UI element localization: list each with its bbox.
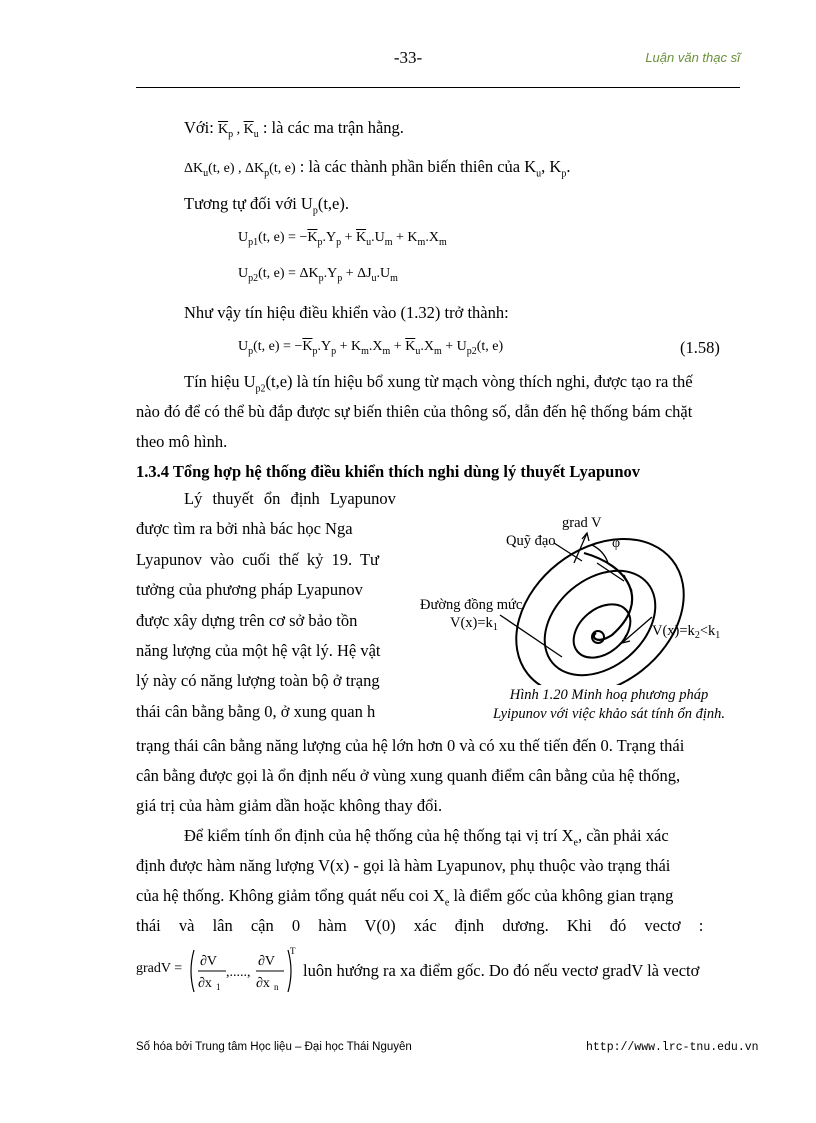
delta-line: $\Delta K_u(t$, e) , $\Delta K_p(t$, e) : là các thành phần biến thiên của $K_u$, $K_p$. — [184, 157, 571, 180]
equation-number: (1.58) — [680, 338, 720, 357]
label-duong-dong-muc: Đường đồng mức — [420, 597, 523, 613]
quydao-pointer — [554, 543, 582, 561]
page-number: -33- — [393, 48, 423, 67]
caption-line2: Lyipunov với việc khảo sát tính ổn định. — [492, 706, 725, 722]
left-col-line-1: được tìm ra bởi nhà bác học Nga — [136, 519, 353, 539]
left-col-line-5: năng lượng của một hệ vật lý. Hệ vật — [136, 640, 381, 660]
label-phi: φ — [612, 536, 621, 551]
para2-line3: giá trị của hàm giảm dần hoặc không thay đổi. — [136, 796, 443, 815]
svg-text:n: n — [274, 982, 279, 992]
svg-text:T: T — [290, 946, 296, 956]
section-heading: 1.3.4 Tổng hợp hệ thống điều khiển thích nghi dùng lý thuyết Lyapunov — [136, 462, 641, 481]
left-col-line-4: được xây dựng trên cơ sở bảo tồn — [136, 610, 358, 630]
label-quy-dao: Quỹ đạo — [506, 533, 556, 549]
left-col-line-3: tưởng của phương pháp Lyapunov — [136, 580, 363, 600]
para3-l1b: , cần phải xác — [577, 826, 669, 845]
label-vx-k2: $V(x)=k_2<k_1$ — [652, 623, 721, 641]
para1-line1: Tín hiệu $U_{p2}(t,e)$ là tín hiệu bổ xung từ mạch vòng thích nghi, được tạo ra thế — [184, 372, 693, 395]
para1-line2: nào đó để có thể bù đắp được sự biến thiên của thông số, dẫn đến hệ thống bám chặt — [136, 402, 693, 421]
tuong-tu-line: Tương tự đối với $U_p(t,e)$. — [184, 194, 349, 217]
label-vx-k1: $V(x)=k_1$ — [450, 615, 498, 633]
svg-text:∂V: ∂V — [258, 954, 276, 969]
nhu-vay-line: Như vậy tín hiệu điều khiển vào (1.32) trở thành: — [184, 303, 509, 322]
para1-line3: theo mô hình. — [136, 432, 228, 451]
voi-desc: : là các ma trận hằng. — [262, 118, 404, 137]
para2-line2: cân bằng được gọi là ổn định nếu ở vùng xung quanh điểm cân bằng của hệ thống, — [136, 766, 681, 785]
voi-prefix: Với: — [184, 118, 214, 137]
contour-middle — [524, 549, 676, 685]
equation-158: $U_p(t$, $e) = -\overline{K}_p.Y_p + K_m.X_m + \overline{K}_u.X_m + U_{p2}(t$, e) — [238, 339, 504, 357]
gradv-vector — [188, 946, 296, 996]
para1-l1b: (t,e) là tín hiệu bổ xung từ mạch vòng thích nghi, được tạo ra thế — [265, 372, 693, 391]
eq2-u: U — [238, 266, 249, 281]
tuong-tu-text: Tương tự đối với U — [184, 194, 313, 213]
phi-pointer — [624, 575, 632, 591]
header-rule — [136, 87, 740, 88]
k2-pointer — [622, 617, 652, 643]
gradv-formula — [136, 946, 296, 996]
phi-arc — [592, 545, 608, 563]
para3-line1: Để kiểm tính ổn định của hệ thống của hệ thống tại vị trí $X_e$, cần phải xác — [184, 826, 669, 849]
svg-text:∂x: ∂x — [256, 976, 270, 991]
lyapunov-figure — [412, 505, 762, 685]
trajectory-path — [584, 553, 632, 640]
vx-k1-text: V(x)=k — [450, 615, 493, 631]
eq1-u: U — [238, 230, 249, 245]
para3-l3b: là điểm gốc của không gian trạng — [449, 886, 674, 905]
left-col-line-0: Lý thuyết ổn định Lyapunov — [184, 489, 396, 508]
para3-line3: của hệ thống. Không giảm tổng quát nếu coi $X_e$ là điểm gốc của không gian trạng — [136, 886, 674, 909]
para2-line1: trạng thái cân bằng năng lượng của hệ lớn hơn 0 và có xu thế tiến đến 0. Trạng thái — [136, 736, 685, 755]
para1-l1a: Tín hiệu U — [184, 372, 256, 391]
para3-line2: định được hàm năng lượng V(x) - gọi là hàm Lyapunov, phụ thuộc vào trạng thái — [136, 856, 671, 875]
para3-line4: thái và lân cận 0 hàm V(0) xác định dương. Khi đó vectơ : — [136, 916, 704, 935]
left-col-line-6: lý này có năng lượng toàn bộ ở trạng — [136, 671, 380, 691]
vx-k2-text: V(x)=k — [652, 623, 695, 639]
voi-line — [184, 118, 404, 140]
label-grad-v: grad V — [562, 515, 602, 531]
svg-text:∂x: ∂x — [198, 976, 212, 991]
caption-line1: Hình 1.20 Minh hoạ phương pháp — [509, 687, 709, 703]
k1-pointer — [500, 615, 562, 657]
delta-terms: $\Delta K_u(t$, e) , $\Delta K_p(t$, e) — [184, 161, 296, 179]
left-col-line-7: thái cân bằng bằng 0, ở xung quan h — [136, 701, 376, 721]
equation-up1: $U_{p1}(t$, $e) = -\overline{K}_p.Y_p + \overline{K}_u.U_m + K_m.X_m$ — [238, 230, 447, 248]
footer-url[interactable]: http://www.lrc-tnu.edu.vn — [586, 1041, 759, 1054]
figure-caption — [462, 686, 756, 724]
delta-desc: : là các thành phần biến thiên của K — [299, 157, 537, 176]
svg-text:,.....,: ,....., — [226, 965, 251, 980]
para3-line5: luôn hướng ra xa điểm gốc. Do đó nếu vectơ gradV là vectơ — [303, 961, 700, 980]
para3-l3a: của hệ thống. Không giảm tổng quát nếu coi X — [136, 886, 445, 905]
tuong-tu-rest: (t,e). — [317, 194, 349, 213]
gradv-label: gradV = — [136, 961, 183, 976]
left-column — [136, 489, 412, 732]
equation-up2: $U_{p2}(t$, $e) = \Delta K_p.Y_p + \Delta J_u.U_m$ — [238, 266, 398, 284]
footer-left: Số hóa bởi Trung tâm Học liệu – Đại học Thái Nguyên — [136, 1041, 412, 1053]
kp-bar: $\overline{K}_p$ , $\overline{K}_u$ — [217, 122, 259, 140]
para3-l1a: Để kiểm tính ổn định của hệ thống của hệ thống tại vị trí X — [184, 826, 574, 845]
svg-text:∂V: ∂V — [200, 954, 218, 969]
svg-text:1: 1 — [216, 982, 221, 992]
left-col-line-2: Lyapunov vào cuối thế kỷ 19. Tư — [136, 549, 379, 569]
running-title: Luận văn thạc sĩ — [645, 50, 740, 65]
